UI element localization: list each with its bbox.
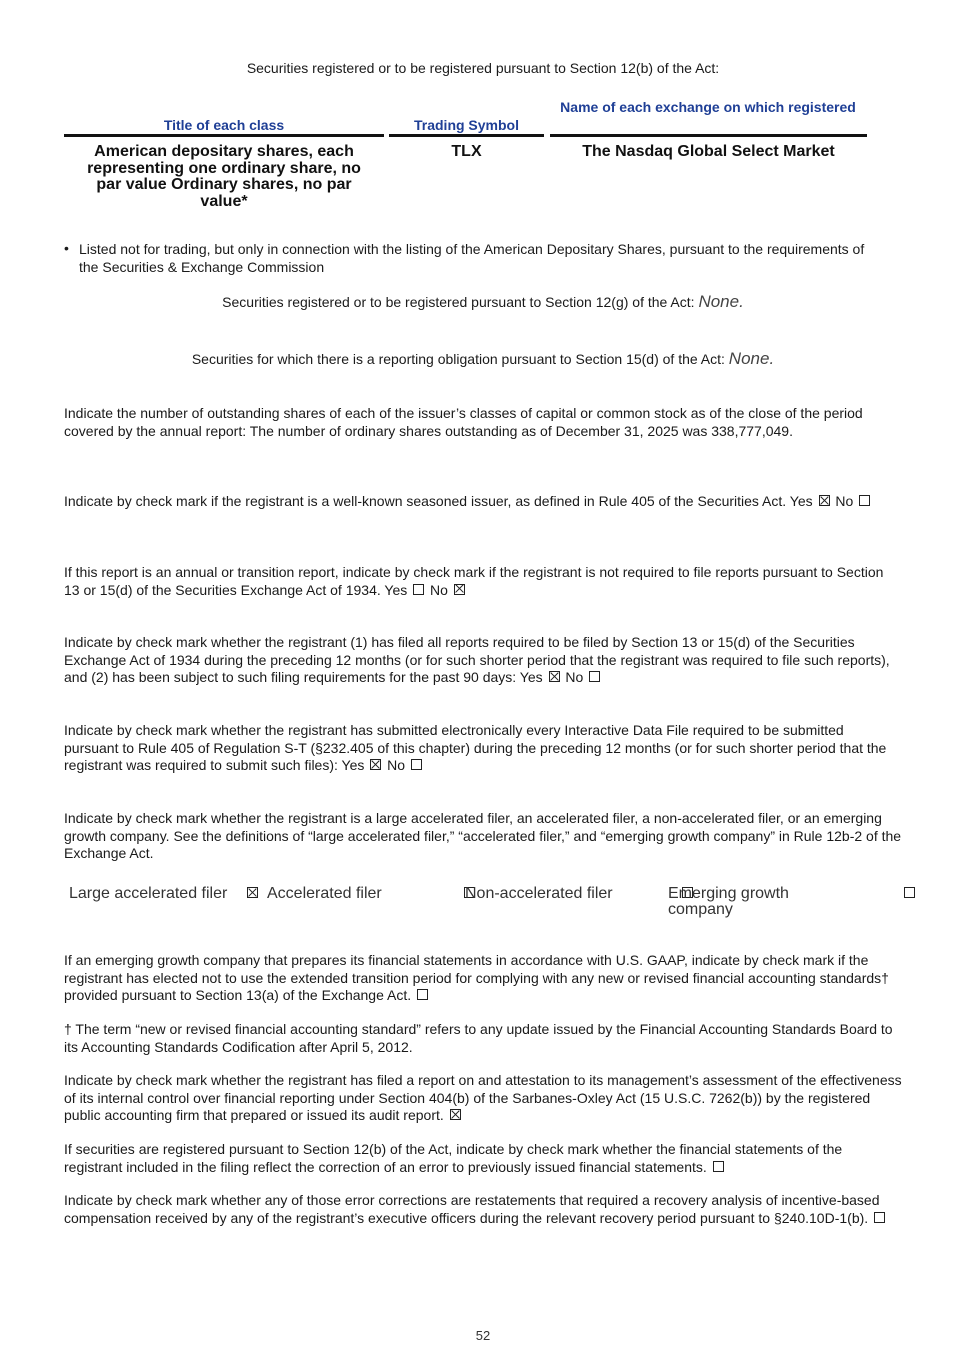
wksi-yes-checkbox-checked[interactable] [819,495,830,506]
cell-title-of-class: American depositary shares, each representing one ordinary share, no par value Ordinary shares, no par value* [87,143,361,210]
section-12g-value: None. [698,292,744,311]
filer-emerging-checkbox[interactable] [904,887,915,898]
question-sox404-text: Indicate by check mark whether the registrant has filed a report on and attestation to its management’s assessment of the effectiveness of its internal control over financial reporting under Section 404(b) of the Sarbanes-Oxley Act (15 U.S.C. 7262(b)) by the registered public accounting firm that prepared or issued its audit report. [64,1072,902,1123]
intro-12b: Securities registered or to be registered pursuant to Section 12(b) of the Act: [246,60,720,76]
outstanding-shares: Indicate the number of outstanding shares of each of the issuer’s classes of capital or common stock as of the close of the period covered by the annual report: The number of ordinary shares outstanding as of December 31, 2025 was 338,777,049. [64,405,863,439]
no-label: No [387,757,406,773]
filer-large-label: Large accelerated filer [69,885,228,902]
section-15d-text: Securities for which there is a reporting obligation pursuant to Section 15(d) of the Act: [191,351,725,367]
header-rule-symbol [389,134,544,137]
header-rule-exchange [550,134,867,137]
egc-gaap-checkbox[interactable] [417,989,428,1000]
not-required-no-checkbox-checked[interactable] [454,584,465,595]
filer-non-accelerated-label: Non-accelerated filer [465,885,613,902]
dagger-note: † The term “new or revised financial accounting standard” refers to any update issued by the Financial Accounting Standards Board to its Accounting Standards Codification after April 5, 2012. [64,1021,893,1055]
interactive-no-checkbox[interactable] [411,759,422,770]
no-label: No [835,493,854,509]
error-correction-checkbox[interactable] [713,1161,724,1172]
header-rule-title [64,134,384,137]
filer-accelerated-label: Accelerated filer [267,885,382,902]
yes-label: Yes [519,669,543,685]
page-number: 52 [475,1328,491,1343]
question-error-correction [64,1141,902,1176]
question-not-required [64,564,902,599]
question-filer-type: Indicate by check mark whether the registrant is a large accelerated filer, an accelerated filer, a non-accelerated filer, or an emerging growth company. See the definitions of “large accelerated filer,” “accelerated filer,” and “emerging growth company” in Rule 12b-2 of the Exchange Act. [64,810,902,861]
cell-exchange: The Nasdaq Global Select Market [582,143,835,160]
filer-emerging-label: Emerging growth company [668,885,789,918]
filed-reports-no-checkbox[interactable] [589,671,600,682]
section-12g [0,292,966,312]
no-label: No [565,669,584,685]
yes-label: Yes [341,757,365,773]
question-filed-reports [64,634,902,687]
question-error-correction-text: If securities are registered pursuant to Section 12(b) of the Act, indicate by check mark whether the financial statements of the registrant included in the filing reflect the correction of an error to previously issued financial statements. [64,1141,843,1175]
filed-reports-yes-checkbox-checked[interactable] [549,671,560,682]
section-15d [0,349,966,369]
question-restatement [64,1192,902,1227]
question-egc-gaap-text: If an emerging growth company that prepares its financial statements in accordance with U.S. GAAP, indicate by check mark if the registrant has elected not to use the extended transition period for complying with any new or revised financial accounting standards† provided pursuant to Section 13(a) of the Exchange Act. [64,952,889,1003]
interactive-yes-checkbox-checked[interactable] [370,759,381,770]
section-15d-value: None. [728,349,775,368]
filer-large-checkbox-checked[interactable] [247,887,258,898]
wksi-no-checkbox[interactable] [859,495,870,506]
header-exchange: Name of each exchange on which registered [560,99,856,115]
question-not-required-text: If this report is an annual or transition report, indicate by check mark if the registrant is not required to file reports pursuant to Section 13 or 15(d) of the Securities Exchange Act of 1934. [64,564,884,598]
question-restatement-text: Indicate by check mark whether any of those error corrections are restatements that required a recovery analysis of incentive-based compensation received by any of the registrant’s executive officers during the relevant recovery period pursuant to §240.10D-1(b). [64,1192,880,1226]
section-12g-text: Securities registered or to be registered pursuant to Section 12(g) of the Act: [222,294,695,310]
header-title-of-class: Title of each class [163,117,285,133]
yes-label: Yes [384,581,408,598]
question-wksi-text: Indicate by check mark if the registrant is a well-known seasoned issuer, as defined in Rule 405 of the Securities Act. [64,493,787,509]
question-egc-gaap [64,952,902,1005]
restatement-checkbox[interactable] [874,1212,885,1223]
question-interactive-text: Indicate by check mark whether the registrant has submitted electronically every Interactive Data File required to be submitted pursuant to Rule 405 of Regulation S-T (§232.405 of this chapter) during the preceding 12 months (or for such shorter period that the registrant was required to submit such files): [64,722,887,773]
cell-trading-symbol: TLX [451,143,482,160]
bullet-marker: • [64,240,69,256]
no-label: No [430,581,448,598]
header-trading-symbol: Trading Symbol [413,117,519,133]
yes-label: Yes [789,493,813,509]
sox404-checkbox-checked[interactable] [450,1109,461,1120]
question-sox404 [64,1072,902,1125]
question-wksi [64,493,902,511]
not-required-yes-checkbox[interactable] [413,584,424,595]
question-filed-reports-text: Indicate by check mark whether the registrant (1) has filed all reports required to be filed by Section 13 or 15(d) of the Securities Exchange Act of 1934 during the preceding 12 months (or for such shorter period that the registrant was required to file such reports), and (2) has been subject to such filing requirements for the past 90 days: [64,634,890,685]
bullet-note: Listed not for trading, but only in connection with the listing of the American Depositary Shares, pursuant to the requirements of the Securities & Exchange Commission [79,241,865,275]
question-interactive-data [64,722,902,775]
